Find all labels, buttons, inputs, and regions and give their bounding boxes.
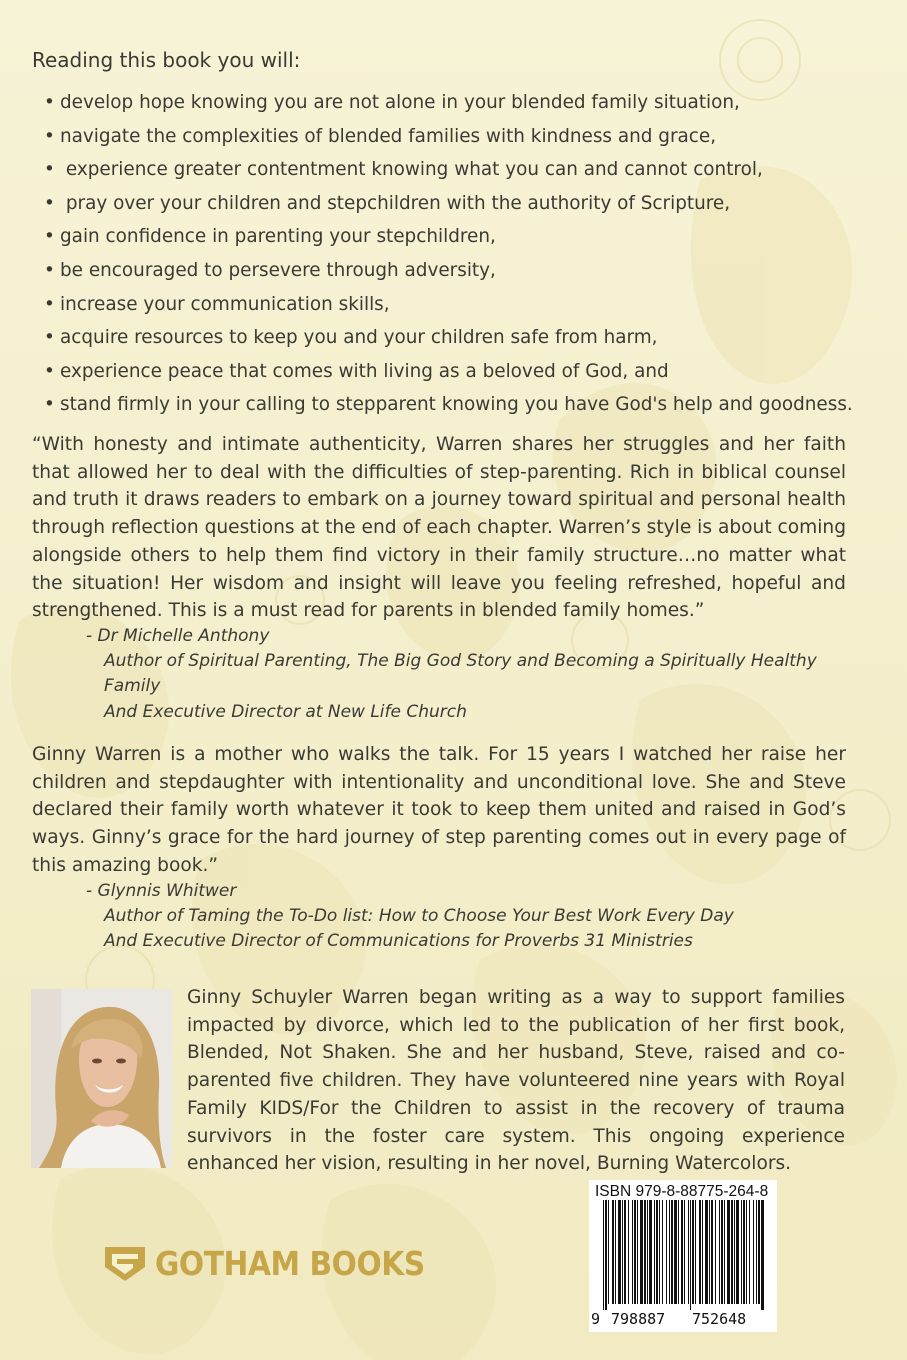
isbn-label: ISBN 979-8-88775-264-8 bbox=[595, 1183, 769, 1200]
endorsement-1-name: - Dr Michelle Anthony bbox=[86, 626, 270, 646]
barcode-bar bbox=[749, 1200, 750, 1304]
author-photo bbox=[31, 989, 172, 1168]
barcode-bar bbox=[741, 1200, 742, 1304]
bullet-icon: • bbox=[44, 92, 55, 113]
barcode-bar bbox=[709, 1200, 710, 1304]
barcode-bar bbox=[628, 1200, 629, 1304]
barcode-bar bbox=[612, 1200, 614, 1304]
barcode-bar bbox=[721, 1200, 723, 1304]
barcode-bar bbox=[662, 1200, 663, 1304]
barcode-bar bbox=[724, 1200, 725, 1304]
barcode-bar bbox=[649, 1200, 652, 1304]
barcode-bar bbox=[637, 1200, 638, 1304]
barcode-bar bbox=[731, 1200, 733, 1304]
bullet-icon: • bbox=[44, 192, 55, 214]
barcode-bar bbox=[699, 1200, 701, 1304]
book-shield-icon bbox=[103, 1245, 147, 1283]
list-item: • be encouraged to persevere through adversity, bbox=[44, 256, 853, 290]
bullet-icon: • bbox=[44, 259, 55, 281]
barcode-bar bbox=[702, 1200, 703, 1304]
endorsement-2-role-2: And Executive Director of Communications for Proverbs 31 Ministries bbox=[104, 931, 693, 951]
bullet-icon: • bbox=[44, 125, 55, 147]
barcode-bar bbox=[603, 1200, 604, 1310]
isbn-barcode-box bbox=[589, 1180, 777, 1332]
bullet-icon: • bbox=[44, 159, 55, 181]
benefits-list bbox=[44, 88, 853, 424]
endorsement-2-name: - Glynnis Whitwer bbox=[86, 881, 237, 901]
barcode-bar bbox=[618, 1200, 621, 1304]
barcode-bar bbox=[678, 1200, 679, 1304]
list-item: • increase your communication skills, bbox=[44, 290, 853, 324]
barcode-bar bbox=[632, 1200, 633, 1304]
barcode-bar bbox=[634, 1200, 636, 1304]
barcode-bar bbox=[758, 1200, 760, 1304]
barcode-bar bbox=[690, 1200, 691, 1310]
barcode-bar bbox=[654, 1200, 655, 1304]
barcode-bar bbox=[684, 1200, 685, 1304]
barcode-bar bbox=[727, 1200, 730, 1304]
barcode-bar bbox=[692, 1200, 694, 1304]
endorsement-2-text: Ginny Warren is a mother who walks the talk. For 15 years I watched her raise her children and stepdaughter with intentionality and unconditional love. She and Steve declared their family worth whatever it took to keep them united and raised in God’s ways. Ginny’s grace for the hard journey of step parenting comes out in every page of this amazing book.” bbox=[32, 744, 846, 876]
barcode-bar bbox=[736, 1200, 739, 1304]
barcode-bar bbox=[734, 1200, 735, 1304]
barcode-bar bbox=[761, 1200, 764, 1310]
list-item: • stand firmly in your calling to stepparent knowing you have God's help and goodness. bbox=[44, 390, 853, 424]
list-item: • navigate the complexities of blended families with kindness and grace, bbox=[44, 122, 853, 156]
barcode-bar bbox=[656, 1200, 658, 1304]
barcode-bar bbox=[743, 1200, 745, 1304]
isbn-digit-group-1: 798887 bbox=[611, 1310, 666, 1328]
barcode-icon bbox=[589, 1200, 777, 1312]
barcode-bar bbox=[681, 1200, 683, 1304]
list-item: • pray over your children and stepchildren with the authority of Scripture, bbox=[44, 189, 853, 223]
barcode-bar bbox=[622, 1200, 623, 1304]
bullet-icon: • bbox=[44, 327, 55, 349]
publisher-logo bbox=[103, 1244, 455, 1283]
barcode-bar bbox=[756, 1200, 757, 1304]
isbn-digit-group-2: 752648 bbox=[692, 1310, 747, 1328]
barcode-bar bbox=[715, 1200, 716, 1304]
bullet-icon: • bbox=[44, 293, 55, 315]
barcode-bar bbox=[647, 1200, 648, 1304]
barcode-bar bbox=[608, 1200, 609, 1304]
barcode-bar bbox=[705, 1200, 708, 1304]
barcode-bar bbox=[605, 1200, 607, 1310]
barcode-bar bbox=[753, 1200, 754, 1304]
barcode-bar bbox=[674, 1200, 677, 1304]
list-item: • experience peace that comes with living as a beloved of God, and bbox=[44, 357, 853, 391]
barcode-bar bbox=[666, 1200, 667, 1304]
barcode-bar bbox=[695, 1200, 696, 1304]
author-bio: Ginny Schuyler Warren began writing as a way to support families impacted by divorce, which led to the publication of her first book, Blended, Not Shaken. She and her husband, Steve, raised and co-parented five children. They have volunteered nine years with Royal Family KIDS/For the Children to assist in the recovery of trauma survivors in the foster care system. This ongoing experience enhanced her vision, resulting in her novel, Burning Watercolors. bbox=[187, 987, 845, 1175]
bullet-icon: • bbox=[44, 226, 55, 248]
barcode-bar bbox=[615, 1200, 616, 1304]
barcode-bar bbox=[644, 1200, 646, 1304]
list-item: • develop hope knowing you are not alone in your blended family situation, bbox=[44, 88, 853, 122]
list-item: • gain confidence in parenting your stepchildren, bbox=[44, 222, 853, 256]
endorsement-1-role: Author of Spiritual Parenting, The Big God Story and Becoming a Spiritually Healthy Family bbox=[104, 651, 817, 696]
publisher-name: GOTHAM BOOKS bbox=[155, 1244, 425, 1283]
barcode-bar bbox=[746, 1200, 747, 1304]
endorsement-1-text: “With honesty and intimate authenticity, Warren shares her struggles and her faith that allowed her to deal with the difficulties of step-parenting. Rich in biblical counsel and truth it draws readers to embark on a journey toward spiritual and personal health through reflection questions at the end of each chapter. Warren’s style is about coming alongside others to help them find victory in their family structure…no matter what the situation! Her wisdom and insight will leave you feeling refreshed, hopeful and strengthened. This is a must read for parents in blended family homes.” bbox=[32, 434, 846, 622]
barcode-bar bbox=[669, 1200, 670, 1304]
barcode-bar bbox=[659, 1200, 660, 1304]
list-item: • experience greater contentment knowing what you can and cannot control, bbox=[44, 155, 853, 189]
bullet-icon: • bbox=[44, 360, 55, 382]
barcode-bar bbox=[624, 1200, 626, 1304]
endorsement-1-role-2: And Executive Director at New Life Church bbox=[104, 702, 467, 722]
barcode-bar bbox=[671, 1200, 673, 1304]
endorsement-2-role: Author of Taming the To-Do list: How to Choose Your Best Work Every Day bbox=[104, 906, 734, 926]
barcode-bar bbox=[640, 1200, 643, 1304]
intro-heading: Reading this book you will: bbox=[32, 48, 301, 72]
isbn-lead-digit: 9 bbox=[591, 1310, 601, 1328]
bullet-icon: • bbox=[44, 394, 55, 416]
barcode-bar bbox=[711, 1200, 713, 1304]
barcode-bar bbox=[719, 1200, 720, 1304]
list-item: • acquire resources to keep you and your children safe from harm, bbox=[44, 323, 853, 357]
barcode-bar bbox=[688, 1200, 689, 1304]
